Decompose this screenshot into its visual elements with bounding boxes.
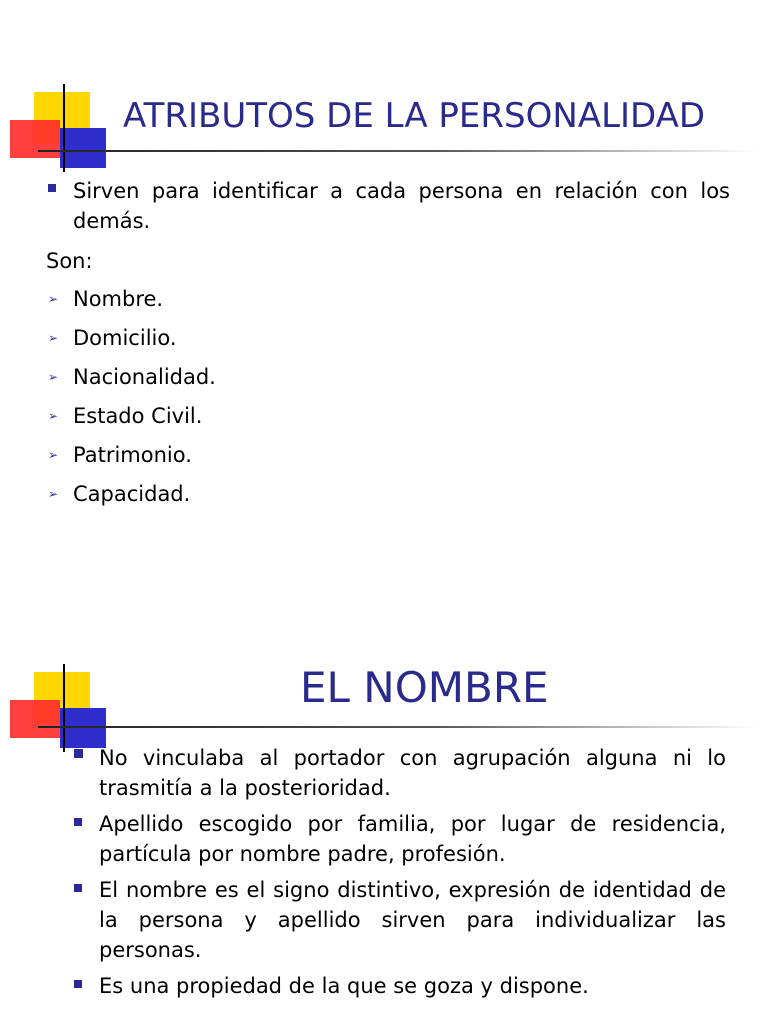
slide-el-nombre bbox=[0, 512, 768, 1024]
page-title: ATRIBUTOS DE LA PERSONALIDAD bbox=[123, 96, 706, 136]
body-content bbox=[72, 743, 726, 1007]
body-content bbox=[46, 176, 730, 512]
list-item-text: Nombre. bbox=[73, 287, 164, 311]
slide-logo-graphic bbox=[0, 80, 140, 190]
list-item bbox=[46, 479, 730, 509]
arrow-bullet-icon: ➢ bbox=[48, 409, 59, 423]
list-item-text: Nacionalidad. bbox=[73, 365, 216, 389]
list-item-text: Es una propiedad de la que se goza y dispone. bbox=[99, 974, 589, 998]
list-item-text: Sirven para identificar a cada persona en relación con los demás. bbox=[73, 179, 730, 233]
list-item bbox=[46, 401, 730, 431]
square-bullet-icon bbox=[74, 884, 82, 892]
square-bullet-icon bbox=[74, 749, 83, 758]
list-item-text: Capacidad. bbox=[73, 482, 191, 506]
arrow-bullet-icon: ➢ bbox=[48, 292, 59, 306]
list-item bbox=[72, 875, 726, 965]
arrow-bullet-icon: ➢ bbox=[48, 370, 59, 384]
list-item-text: Patrimonio. bbox=[73, 443, 192, 467]
square-bullet-icon bbox=[48, 184, 56, 192]
list-item-text: El nombre es el signo distintivo, expresión de identidad de la persona y apellido sirven para individualizar las personas. bbox=[99, 878, 726, 962]
square-bullet-icon bbox=[74, 818, 82, 826]
intro-text: Son: bbox=[46, 249, 93, 273]
list-item bbox=[72, 809, 726, 869]
list-item bbox=[72, 971, 726, 1001]
arrow-bullet-icon: ➢ bbox=[48, 331, 59, 345]
list-item bbox=[72, 743, 726, 803]
list-item-text: No vinculaba al portador con agrupación alguna ni lo trasmitía a la posterioridad. bbox=[99, 746, 726, 800]
page-title: EL NOMBRE bbox=[300, 663, 549, 712]
arrow-bullet-icon: ➢ bbox=[48, 448, 59, 462]
title-underline bbox=[38, 726, 758, 728]
arrow-bullet-icon: ➢ bbox=[48, 487, 59, 501]
list-item bbox=[46, 176, 730, 236]
list-item-text: Apellido escogido por familia, por lugar de residencia, partícula por nombre padre, profesión. bbox=[99, 812, 726, 866]
list-item bbox=[46, 362, 730, 392]
list-item-text: Domicilio. bbox=[73, 326, 177, 350]
square-bullet-icon bbox=[74, 980, 82, 988]
list-item bbox=[46, 323, 730, 353]
title-underline bbox=[38, 150, 758, 152]
list-item bbox=[46, 440, 730, 470]
list-item bbox=[46, 284, 730, 314]
list-item-text: Estado Civil. bbox=[73, 404, 203, 428]
